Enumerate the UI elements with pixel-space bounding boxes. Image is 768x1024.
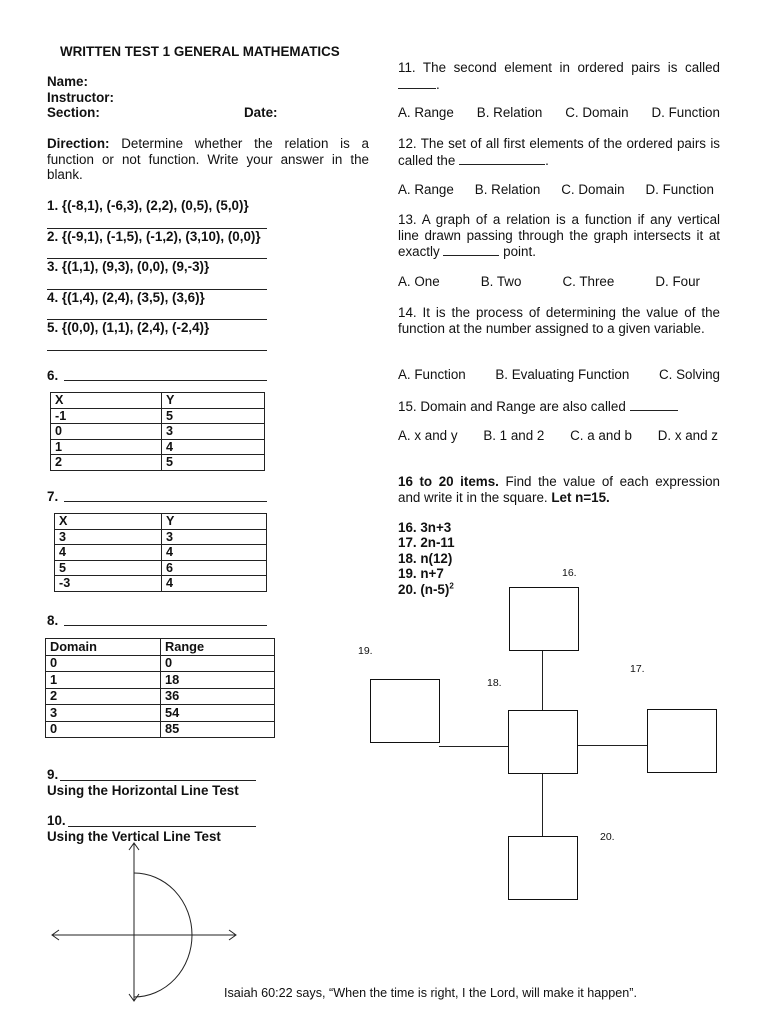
table-cell: -3 (55, 576, 162, 592)
table-cell: 0 (46, 721, 161, 738)
table-header-cell: Y (162, 514, 267, 530)
expression-18: 18. n(12) (398, 551, 453, 566)
question-11-blank[interactable] (398, 76, 436, 89)
table-row (46, 721, 275, 738)
direction-paragraph (47, 136, 369, 183)
option[interactable]: D. x and z (657, 428, 718, 443)
table-q8 (45, 638, 275, 738)
expression-20 (398, 582, 454, 598)
table-header-cell: Range (161, 639, 275, 656)
part2-instructions (398, 474, 720, 505)
table-header-cell: Y (162, 393, 265, 409)
question-15-blank[interactable] (630, 398, 678, 411)
option[interactable]: A. x and y (398, 428, 458, 443)
relation-5: 5. {(0,0), (1,1), (2,4), (-2,4)} (47, 320, 210, 335)
option[interactable]: B. Two (480, 274, 522, 289)
table-cell: 5 (162, 408, 265, 424)
question-12-stem (398, 136, 720, 168)
answer-box-18[interactable] (508, 710, 578, 774)
answer-box-17[interactable] (647, 709, 717, 773)
box-label-18: 18. (487, 677, 502, 689)
table-cell: 6 (162, 560, 267, 576)
question-12-text: 12. The set of all first elements of the ordered pairs is called the (398, 136, 720, 168)
table-row (46, 672, 275, 689)
option[interactable]: A. Range (398, 182, 454, 197)
table-cell: 36 (161, 688, 275, 705)
table-cell: 3 (162, 424, 265, 440)
table-cell: 3 (162, 529, 267, 545)
table-cell: 0 (46, 655, 161, 672)
answer-line-5[interactable] (47, 350, 267, 351)
answer-line-10[interactable] (68, 826, 256, 827)
table-row (46, 655, 275, 672)
table-cell: 18 (161, 672, 275, 689)
expression-19: 19. n+7 (398, 566, 444, 581)
table-header-cell: X (51, 393, 162, 409)
connector-bottom (542, 774, 543, 836)
option[interactable]: B. Evaluating Function (495, 367, 630, 382)
table-cell: 1 (46, 672, 161, 689)
option[interactable]: B. Relation (474, 182, 541, 197)
question-15-text: 15. Domain and Range are also called (398, 399, 626, 414)
option[interactable]: C. a and b (570, 428, 632, 443)
relation-2: 2. {(-9,1), (-1,5), (-1,2), (3,10), (0,0)} (47, 229, 261, 244)
question-12-period: . (545, 152, 549, 168)
part2-lead: 16 to 20 items. (398, 474, 499, 489)
direction-text: Determine whether the relation is a function or not function. Write your answer in the blank. (47, 136, 369, 182)
table-row (55, 545, 267, 561)
table-row (55, 529, 267, 545)
question-8-number: 8. (47, 613, 59, 628)
answer-box-16[interactable] (509, 587, 579, 651)
question-11-stem (398, 60, 720, 92)
question-14-stem: 14. It is the process of determining the value of the function at the number assigned to a given variable. (398, 305, 720, 336)
option[interactable]: A. One (398, 274, 440, 289)
vertical-line-test-graph (48, 840, 240, 1004)
footer-quote: Isaiah 60:22 says, “When the time is right, I the Lord, will make it happen”. (224, 986, 637, 1000)
table-cell: 3 (55, 529, 162, 545)
table-header-row (51, 393, 265, 409)
question-10-number: 10. (47, 813, 66, 828)
table-cell: 0 (51, 424, 162, 440)
option[interactable]: C. Three (562, 274, 615, 289)
answer-line-9[interactable] (60, 780, 256, 781)
table-cell: 1 (51, 439, 162, 455)
relation-4: 4. {(1,4), (2,4), (3,5), (3,6)} (47, 290, 205, 305)
expression-16: 16. 3n+3 (398, 520, 452, 535)
section-label: Section: (47, 105, 100, 120)
relation-1: 1. {(-8,1), (-6,3), (2,2), (0,5), (5,0)} (47, 198, 249, 213)
instructor-label: Instructor: (47, 90, 114, 105)
expression-20-exponent: 2 (449, 581, 454, 591)
expression-20-base: 20. (n-5) (398, 582, 450, 597)
box-label-17: 17. (630, 663, 645, 675)
table-row (55, 560, 267, 576)
question-11-period: . (436, 76, 440, 92)
table-row (46, 705, 275, 722)
table-cell: 3 (46, 705, 161, 722)
question-11-text: 11. The second element in ordered pairs is called (398, 60, 720, 75)
question-13-options (398, 274, 700, 290)
question-9-number: 9. (47, 767, 59, 782)
table-cell: 2 (46, 688, 161, 705)
answer-line-6[interactable] (64, 380, 267, 381)
option[interactable]: C. Solving (658, 367, 720, 382)
option[interactable]: D. Function (645, 182, 714, 197)
question-12-options (398, 182, 714, 198)
table-q6 (50, 392, 265, 471)
question-12-blank[interactable] (459, 152, 545, 165)
table-header-cell: X (55, 514, 162, 530)
question-15-stem (398, 398, 720, 415)
table-cell: 0 (161, 655, 275, 672)
option[interactable]: D. Four (655, 274, 700, 289)
table-header-row (55, 514, 267, 530)
expression-17: 17. 2n-11 (398, 535, 455, 550)
question-7-number: 7. (47, 489, 59, 504)
table-cell: 4 (162, 545, 267, 561)
option[interactable]: B. Relation (476, 105, 543, 120)
question-15-options (398, 428, 718, 444)
table-header-row (46, 639, 275, 656)
relation-3: 3. {(1,1), (9,3), (0,0), (9,-3)} (47, 259, 210, 274)
question-13-text: 13. A graph of a relation is a function if any vertical line drawn passing through the graph intersects it at exactly (398, 212, 720, 259)
table-row (55, 576, 267, 592)
question-11-options (398, 105, 720, 121)
table-cell: 4 (55, 545, 162, 561)
answer-box-19[interactable] (370, 679, 440, 743)
option[interactable]: A. Function (398, 367, 466, 382)
table-cell: 2 (51, 455, 162, 471)
table-cell: 4 (162, 439, 265, 455)
connector-left (439, 746, 509, 747)
table-row (51, 408, 265, 424)
table-q7 (54, 513, 267, 592)
table-row (46, 688, 275, 705)
part2-text: Find the value of each expression and write it in the square. (398, 474, 720, 505)
answer-line-8[interactable] (64, 625, 267, 626)
option[interactable]: C. Domain (565, 105, 629, 120)
connector-top (542, 650, 543, 710)
option[interactable]: C. Domain (561, 182, 625, 197)
answer-line-7[interactable] (64, 501, 267, 502)
table-cell: 5 (162, 455, 265, 471)
question-9-caption: Using the Horizontal Line Test (47, 783, 239, 798)
date-label: Date: (244, 105, 278, 120)
box-label-16: 16. (562, 567, 577, 579)
table-row (51, 439, 265, 455)
name-label: Name: (47, 74, 88, 89)
question-13-tail: point. (503, 244, 536, 259)
box-label-19: 19. (358, 645, 373, 657)
option[interactable]: D. Function (651, 105, 720, 120)
table-cell: 85 (161, 721, 275, 738)
table-cell: -1 (51, 408, 162, 424)
table-header-cell: Domain (46, 639, 161, 656)
question-14-options (398, 367, 720, 383)
option[interactable]: A. Range (398, 105, 454, 120)
direction-label: Direction: (47, 136, 110, 151)
question-13-stem (398, 212, 720, 260)
answer-box-20[interactable] (508, 836, 578, 900)
question-13-blank[interactable] (443, 243, 499, 256)
page-title: WRITTEN TEST 1 GENERAL MATHEMATICS (60, 44, 340, 59)
table-cell: 5 (55, 560, 162, 576)
connector-right (578, 745, 648, 746)
question-6-number: 6. (47, 368, 59, 383)
option[interactable]: B. 1 and 2 (483, 428, 545, 443)
part2-let: Let n=15. (551, 489, 610, 505)
table-row (51, 455, 265, 471)
table-row (51, 424, 265, 440)
box-label-20: 20. (600, 831, 615, 843)
table-cell: 54 (161, 705, 275, 722)
table-cell: 4 (162, 576, 267, 592)
question-10-caption: Using the Vertical Line Test (47, 829, 221, 844)
